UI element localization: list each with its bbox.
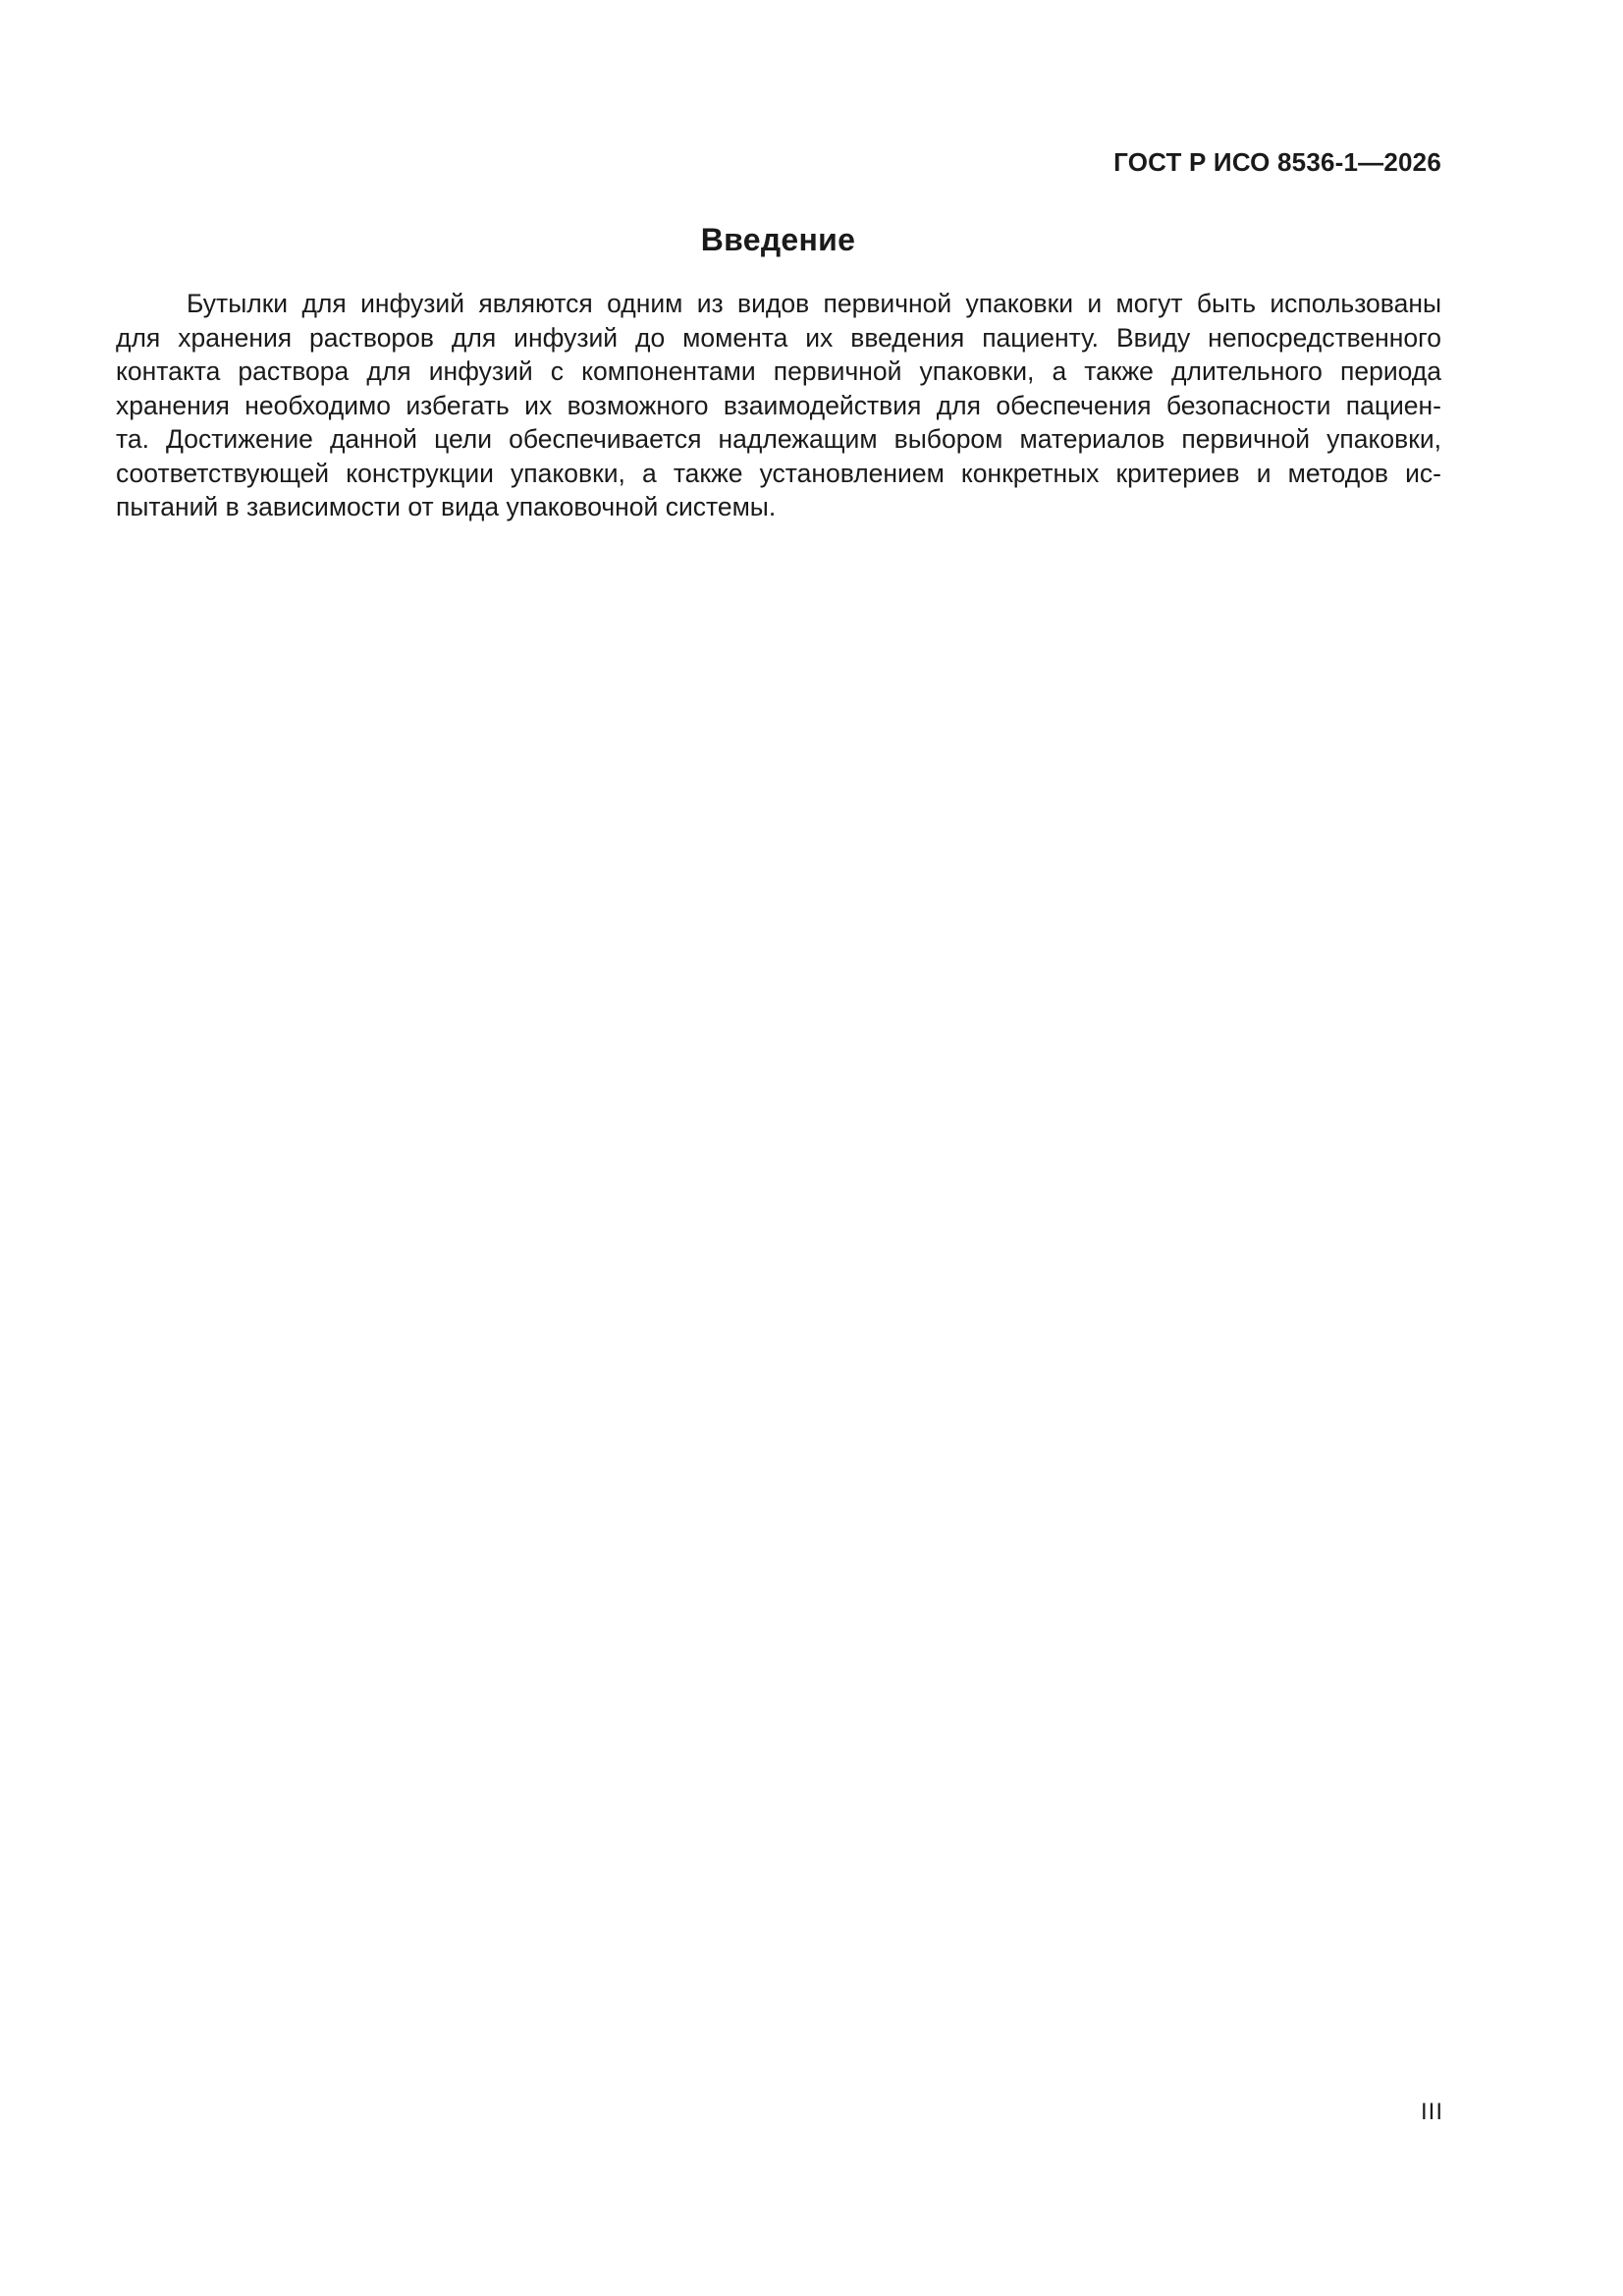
paragraph-line: хранения необходимо избегать их возможного взаимодействия для обеспечения безопасности пациен-	[116, 390, 1441, 420]
paragraph-line: контакта раствора для инфузий с компонентами первичной упаковки, а также длительного периода	[116, 356, 1441, 386]
page-number: III	[1420, 2099, 1443, 2125]
standard-designation: ГОСТ Р ИСО 8536-1—2026	[1113, 147, 1441, 177]
section-title: Введение	[700, 222, 856, 257]
paragraph-line: та. Достижение данной цели обеспечивается надлежащим выбором материалов первичной упаковки,	[116, 424, 1441, 454]
paragraph-line: для хранения растворов для инфузий до момента их введения пациенту. Ввиду непосредственного	[116, 322, 1441, 353]
introduction-paragraph	[116, 287, 1441, 524]
paragraph-line: Бутылки для инфузий являются одним из видов первичной упаковки и могут быть использованы	[187, 289, 1441, 318]
paragraph-line: соответствующей конструкции упаковки, а также установлением конкретных критериев и методов ис-	[116, 458, 1441, 488]
paragraph-line: пытаний в зависимости от вида упаковочной системы.	[116, 492, 777, 521]
